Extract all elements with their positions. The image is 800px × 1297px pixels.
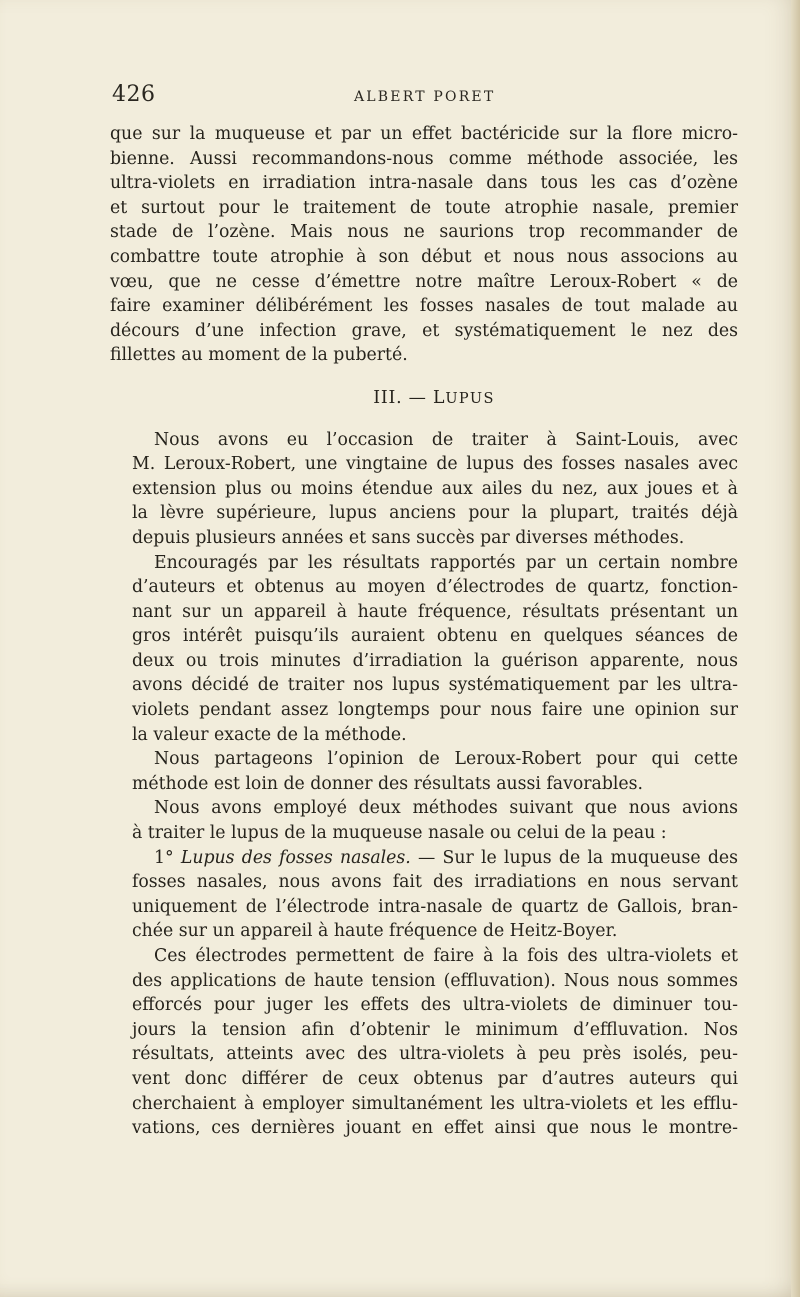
section-heading (110, 386, 738, 412)
text-line: chée sur un appareil à haute fréquence de Heitz-Boyer. (132, 921, 618, 942)
page-header (112, 82, 738, 112)
text-line: Encouragés par les résultats rapportés par un certain nombre (154, 552, 738, 573)
paragraph (110, 796, 738, 845)
text-line: la lèvre supérieure, lupus anciens pour la plupart, traités déjà (132, 503, 738, 524)
text-line: faire examiner délibérément les fosses nasales de tout malade au (110, 296, 738, 317)
page-body (110, 122, 738, 1141)
text-line: ultra-violets en irradiation intra-nasale dans tous les cas d’ozène (110, 173, 738, 194)
text-line: Nous partageons l’opinion de Leroux-Robert pour qui cette (154, 749, 738, 770)
text-line: Nous avons employé deux méthodes suivant que nous avions (154, 798, 738, 819)
text-line: Nous avons eu l’occasion de traiter à Saint-Louis, avec (154, 429, 738, 450)
running-head: ALBERT PORET (354, 89, 496, 105)
text-line: stade de l’ozène. Mais nous ne saurions trop recommander de (110, 222, 738, 243)
paragraph (110, 428, 738, 551)
paragraph (110, 846, 738, 944)
text-line (110, 846, 738, 871)
text-line: vœu, que ne cesse d’émettre notre maître Leroux-Robert « de (110, 271, 738, 292)
page-number: 426 (112, 82, 156, 107)
paragraph-continuation (110, 122, 738, 368)
text-line: efforcés pour juger les effets des ultra-violets de diminuer tou- (132, 995, 738, 1016)
text-line: bienne. Aussi recommandons-nous comme méthode associée, les (110, 148, 738, 169)
text-line: Ces électrodes permettent de faire à la fois des ultra-violets et (154, 946, 738, 966)
text-run: — Sur le lupus de la muqueuse des (410, 847, 739, 868)
list-number: 1° (154, 847, 181, 868)
section-title-initial: L (433, 387, 446, 408)
text-line: vations, ces dernières jouant en effet ainsi que nous le montre- (132, 1118, 738, 1139)
text-line: méthode est loin de donner des résultats aussi favorables. (132, 773, 643, 794)
text-line: vent donc différer de ceux obtenus par d’autres auteurs qui (132, 1068, 738, 1089)
subsection-title: Lupus des fosses nasales. (180, 847, 411, 868)
paragraph (110, 747, 738, 796)
text-line: deux ou trois minutes d’irradiation la guérison apparente, nous (132, 650, 738, 671)
section-title-rest: UPUS (445, 390, 495, 407)
paragraph (110, 551, 738, 748)
section-number: III. — (373, 387, 434, 408)
text-line: gros intérêt puisqu’ils auraient obtenu en quelques séances de (132, 626, 738, 647)
text-line: des applications de haute tension (effluvation). Nous nous sommes (132, 970, 738, 991)
text-line: à traiter le lupus de la muqueuse nasale ou celui de la peau : (132, 823, 667, 844)
text-line: la valeur exacte de la méthode. (132, 724, 407, 745)
text-line: fillettes au moment de la puberté. (110, 345, 408, 366)
text-line: uniquement de l’électrode intra-nasale de quartz de Gallois, bran- (132, 896, 738, 917)
text-line: violets pendant assez longtemps pour nous faire une opinion sur (132, 700, 738, 721)
text-line: décours d’une infection grave, et systématiquement le nez des (110, 320, 738, 341)
text-line: cherchaient à employer simultanément les ultra-violets et les efflu- (132, 1093, 738, 1114)
paragraph (110, 944, 738, 1141)
text-line: nant sur un appareil à haute fréquence, résultats présentant un (132, 601, 738, 622)
text-line: que sur la muqueuse et par un effet bactéricide sur la flore micro- (110, 124, 738, 144)
page-edge (791, 0, 800, 1297)
text-line: résultats, atteints avec des ultra-violets à peu près isolés, peu- (132, 1044, 738, 1065)
text-line: extension plus ou moins étendue aux ailes du nez, aux joues et à (132, 478, 738, 499)
text-line: combattre toute atrophie à son début et nous nous associons au (110, 246, 738, 267)
text-line: et surtout pour le traitement de toute atrophie nasale, premier (110, 197, 738, 218)
text-line: fosses nasales, nous avons fait des irradiations en nous servant (132, 872, 738, 893)
text-line: jours la tension afin d’obtenir le minimum d’effluvation. Nos (132, 1019, 738, 1040)
text-line: d’auteurs et obtenus au moyen d’électrodes de quartz, fonction- (132, 577, 738, 598)
text-line: depuis plusieurs années et sans succès par diverses méthodes. (132, 527, 685, 548)
text-line: M. Leroux-Robert, une vingtaine de lupus des fosses nasales avec (132, 454, 738, 475)
text-line: avons décidé de traiter nos lupus systématiquement par les ultra- (132, 675, 738, 696)
